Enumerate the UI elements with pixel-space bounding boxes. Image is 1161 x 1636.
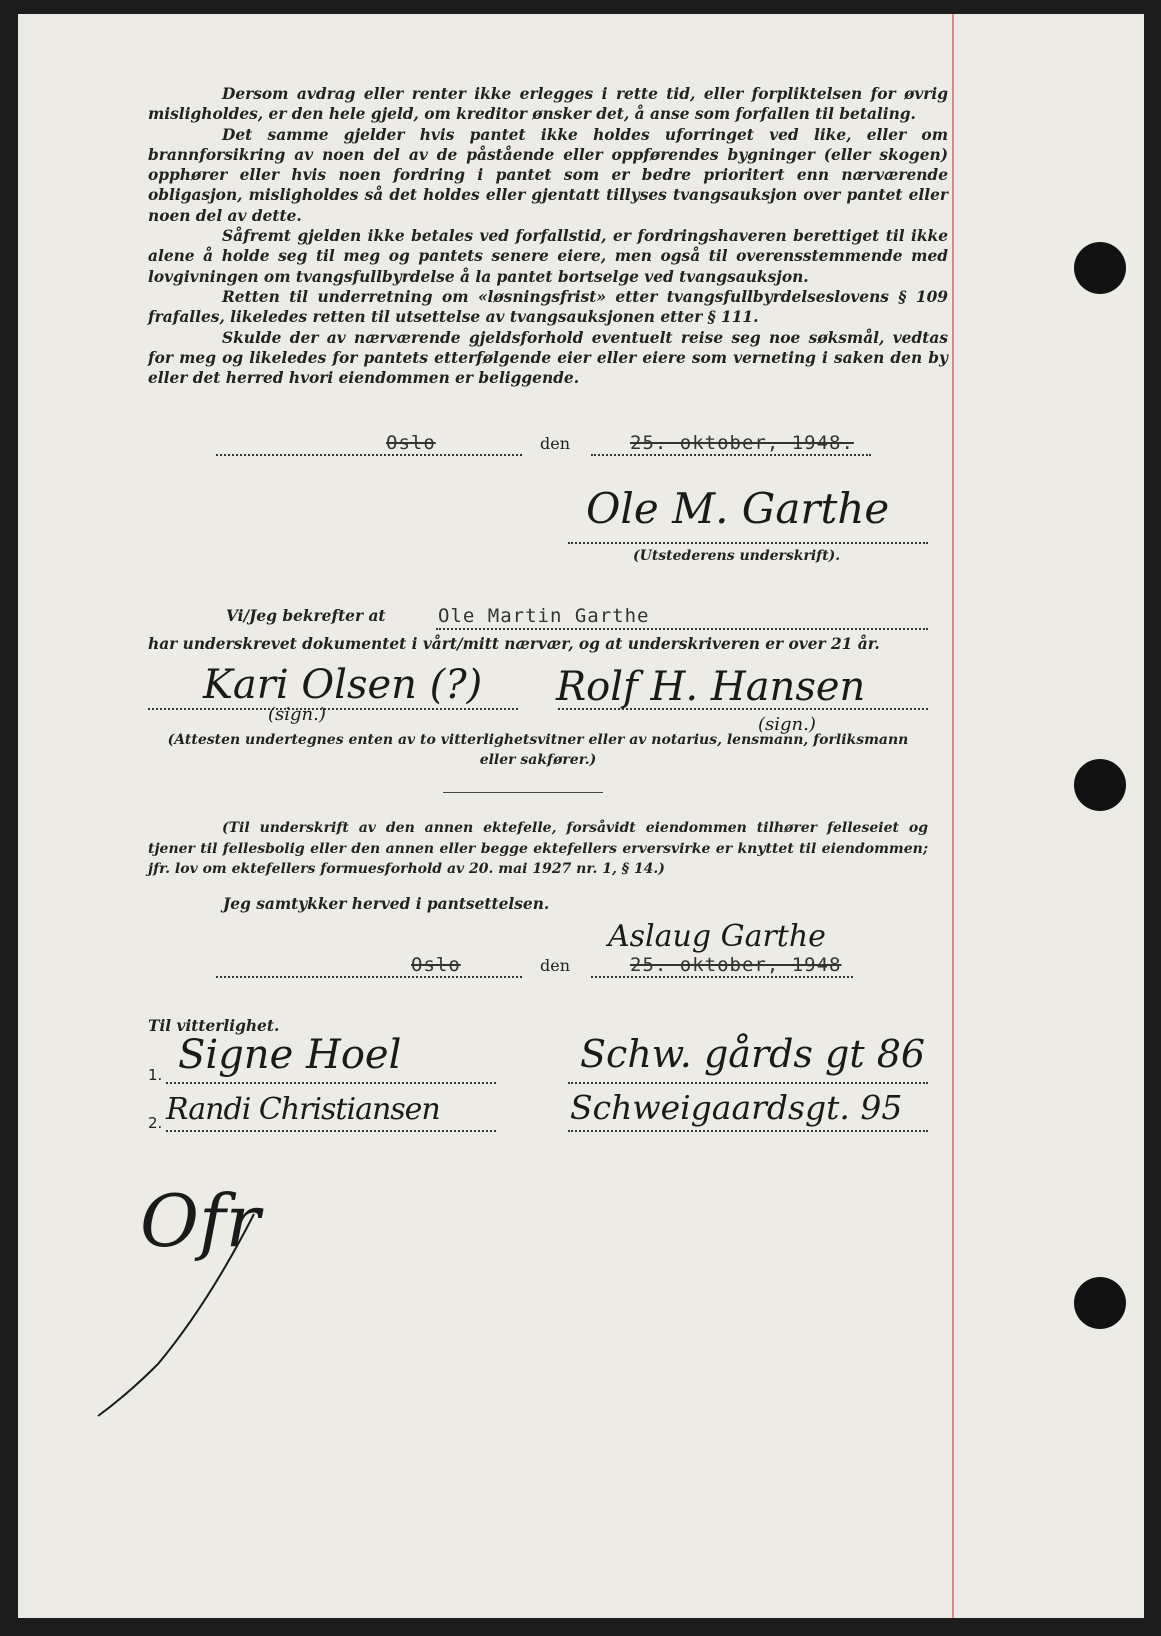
witness-name-2: Randi Christiansen: [166, 1092, 440, 1127]
punch-hole: [1074, 1277, 1126, 1329]
margin-line: [952, 14, 954, 1618]
consent-place: Oslo: [411, 954, 461, 976]
signature-line: [568, 542, 928, 544]
attest-note: (Attesten undertegnes enten av to vitterlighetsvitner eller av notarius, lensmann, forliksmann eller sakfører.): [167, 732, 909, 768]
paragraph: Såfremt gjelden ikke betales ved forfallstid, er fordringshaveren berettiget til ikke alene å holde seg til meg og pantets senere eiere, men også til overensstemmende med lovgivningen om tvangsfullbyrdelse å la pantet bortselge ved tvangsauksjon.: [148, 227, 948, 286]
document-page: [18, 14, 1144, 1618]
date-line: [591, 976, 853, 978]
consent-date: 25. oktober, 1948: [630, 954, 842, 976]
witness-signature-2: Rolf H. Hansen: [556, 664, 866, 710]
sign-annotation: (sign.): [268, 704, 326, 725]
consent-text: Jeg samtykker herved i pantsettelsen.: [223, 895, 550, 913]
initials-stroke: [88, 1184, 268, 1424]
initials: Ofr: [140, 1179, 261, 1263]
punch-hole: [1074, 759, 1126, 811]
paragraph: Det samme gjelder hvis pantet ikke holdes uforringet ved like, eller om brannforsikring av noen del av de påstående eller oppførendes bygninger (eller skogen) opphører eller hvis noen fordring i pantet som er bedre prioritert enn nærværende obligasjon, misligholdes så det holdes eller gjentatt tillyses tvangsauksjon over pantet eller noen del av dette.: [148, 125, 948, 225]
den-label: den: [540, 434, 571, 453]
separator-rule: [443, 792, 603, 793]
witness-row-line: [568, 1130, 928, 1132]
witness-row-line: [166, 1130, 496, 1132]
issuer-signature: Ole M. Garthe: [586, 484, 890, 533]
witness-signature-1: Kari Olsen (?): [203, 662, 483, 708]
witness-heading: Til vitterlighet.: [148, 1017, 280, 1035]
witness-line-1: [148, 708, 518, 710]
signature-caption: (Utstederens underskrift).: [633, 548, 841, 564]
terms-text: [148, 84, 948, 388]
place-line: [216, 454, 522, 456]
spouse-note: (Til underskrift av den annen ektefelle, forsåvidt eiendommen tilhører felleseiet og tjener til fellesbolig eller den annen eller begge ektefellers erversvirke er knyttet til eiendommen; jfr. lov om ektefellers formuesforhold av 20. mai 1927 nr. 1, § 14.): [148, 820, 928, 877]
confirm-lead: Vi/Jeg bekrefter at: [226, 607, 386, 625]
witness-line-2: [558, 708, 928, 710]
witness-name-1: Signe Hoel: [178, 1032, 402, 1078]
issue-place: Oslo: [386, 432, 436, 454]
paragraph: Retten til underretning om «løsningsfrist» etter tvangsfullbyrdelseslovens § 109 frafalles, likeledes retten til utsettelse av tvangsauksjonen etter § 111.: [148, 287, 948, 327]
witness-row-line: [568, 1082, 928, 1084]
name-line: [436, 628, 928, 630]
date-line: [591, 454, 871, 456]
paragraph: Skulde der av nærværende gjeldsforhold eventuelt reise seg noe søksmål, vedtas for meg og likeledes for pantets etterfølgende eier eller eiere som verneting i saken den by eller det herred hvori eiendommen er beliggende.: [148, 328, 948, 388]
den-label: den: [540, 956, 571, 975]
witness-address-1: Schw. gårds gt 86: [580, 1032, 926, 1076]
punch-hole: [1074, 242, 1126, 294]
signer-name: Ole Martin Garthe: [438, 605, 650, 627]
row-number: 2.: [148, 1114, 163, 1132]
paragraph: Dersom avdrag eller renter ikke erlegges i rette tid, eller forpliktelsen for øvrig misligholdes, er den hele gjeld, om kreditor ønsker det, å anse som forfallen til betaling.: [148, 85, 948, 124]
confirm-line2: har underskrevet dokumentet i vårt/mitt nærvær, og at underskriveren er over 21 år.: [148, 635, 880, 653]
place-line: [216, 976, 522, 978]
row-number: 1.: [148, 1066, 163, 1084]
witness-address-2: Schweigaardsgt. 95: [570, 1088, 903, 1127]
issue-date: 25. oktober, 1948.: [630, 432, 854, 454]
witness-row-line: [166, 1082, 496, 1084]
sign-annotation: (sign.): [758, 714, 816, 735]
consent-signature: Aslaug Garthe: [608, 919, 826, 954]
